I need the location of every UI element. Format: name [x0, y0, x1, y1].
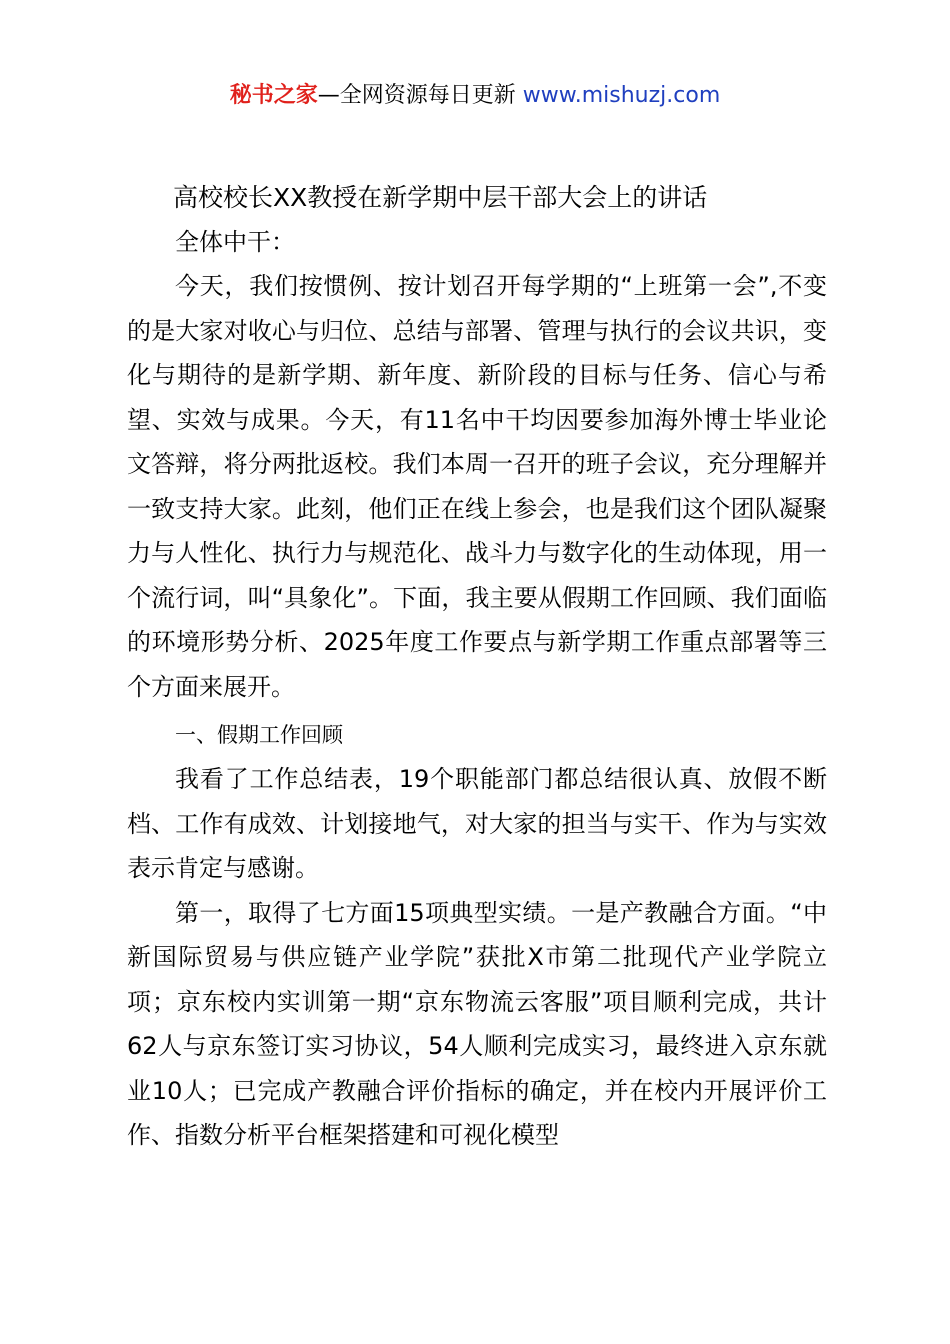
site-header	[0, 80, 950, 112]
document-title: 高校校长XX教授在新学期中层干部大会上的讲话	[173, 183, 708, 212]
site-url-link[interactable]: www.mishuzj.com	[522, 83, 721, 108]
site-brand: 秘书之家	[229, 83, 318, 108]
document-body	[127, 176, 827, 1158]
salutation: 全体中干：	[175, 228, 295, 256]
paragraph-review-summary: 我看了工作总结表，19个职能部门都总结很认真、放假不断档、工作有成效、计划接地气，对大家的担当与实干、作为与实效表示肯定与感谢。	[127, 765, 827, 882]
section-heading-1: 一、假期工作回顾	[175, 723, 343, 747]
paragraph-intro: 今天，我们按惯例、按计划召开每学期的“上班第一会”,不变的是大家对收心与归位、总结与部署、管理与执行的会议共识，变化与期待的是新学期、新年度、新阶段的目标与任务、信心与希望、实效与成果。今天，有11名中干均因要参加海外博士毕业论文答辩，将分两批返校。我们本周一召开的班子会议，充分理解并一致支持大家。此刻，他们正在线上参会，也是我们这个团队凝聚力与人性化、执行力与规范化、战斗力与数字化的生动体现，用一个流行词，叫“具象化”。下面，我主要从假期工作回顾、我们面临的环境形势分析、2025年度工作要点与新学期工作重点部署等三个方面来展开。	[127, 272, 827, 701]
site-tagline: —全网资源每日更新	[317, 83, 516, 108]
paragraph-achievements: 第一，取得了七方面15项典型实绩。一是产教融合方面。“中新国际贸易与供应链产业学院”获批X市第二批现代产业学院立项；京东校内实训第一期“京东物流云客服”项目顺利完成，共计62人与京东签订实习协议，54人顺利完成实习，最终进入京东就业10人；已完成产教融合评价指标的确定，并在校内开展评价工作、指数分析平台框架搭建和可视化模型	[127, 898, 827, 1149]
